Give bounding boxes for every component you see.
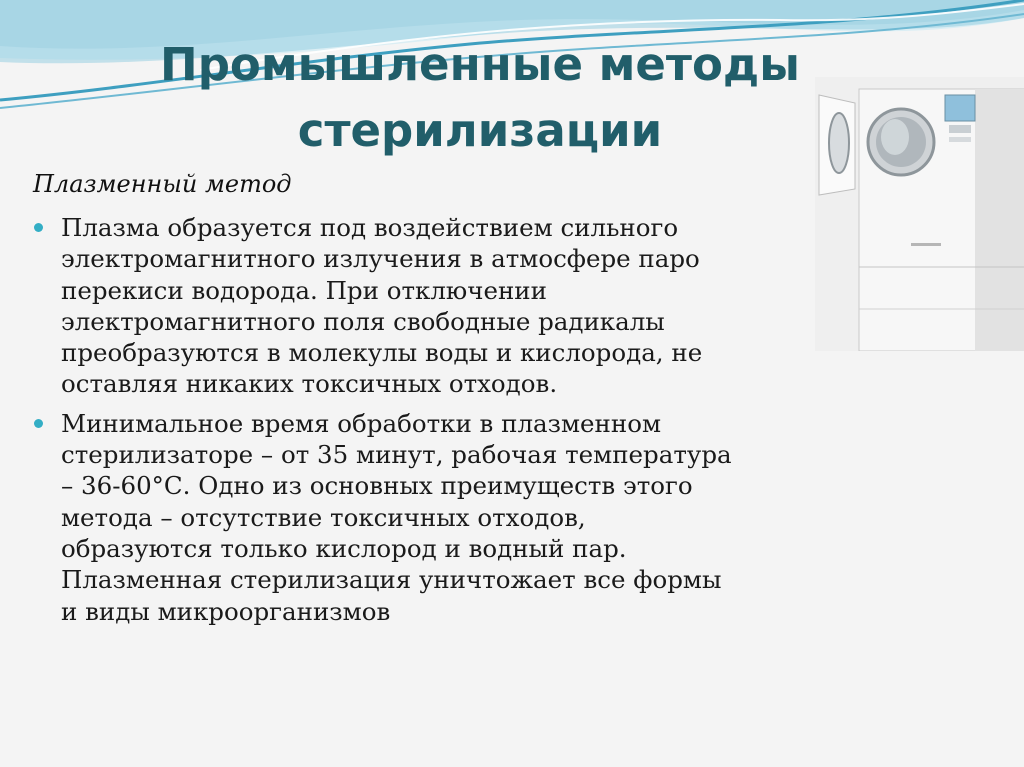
bullet-list	[34, 212, 834, 635]
bullet-line: перекиси водорода. При отключении	[61, 275, 547, 305]
bullet-line: Минимальное время обработки в плазменном	[61, 408, 662, 438]
title-line-2: стерилизации	[297, 104, 663, 157]
bullet-line: – 36-60°С. Одно из основных преимуществ этого	[61, 471, 693, 501]
title-line-1: Промышленные методы	[160, 38, 800, 91]
sterilizer-image	[815, 77, 1024, 351]
slide-title	[60, 32, 900, 164]
bullet-line: Плазменная стерилизация уничтожает все формы	[61, 565, 722, 595]
bullet-line: преобразуются в молекулы воды и кислорода, не	[61, 338, 703, 368]
bullet-line: метода – отсутствие токсичных отходов,	[61, 502, 586, 532]
section-subtitle: Плазменный метод	[33, 170, 292, 198]
bullet-line: электромагнитного поля свободные радикалы	[61, 306, 665, 336]
bullet-line: и виды микроорганизмов	[61, 596, 391, 626]
bullet-line: образуются только кислород и водный пар.	[61, 533, 627, 563]
bullet-item-2	[34, 408, 834, 627]
bullet-line: электромагнитного излучения в атмосфере паро	[61, 244, 700, 274]
bullet-item-1	[34, 212, 834, 400]
bullet-line: Плазма образуется под воздействием сильного	[61, 213, 679, 242]
bullet-line: стерилизаторе – от 35 минут, рабочая температура	[61, 440, 732, 470]
bullet-line: оставляя никаких токсичных отходов.	[61, 369, 558, 399]
